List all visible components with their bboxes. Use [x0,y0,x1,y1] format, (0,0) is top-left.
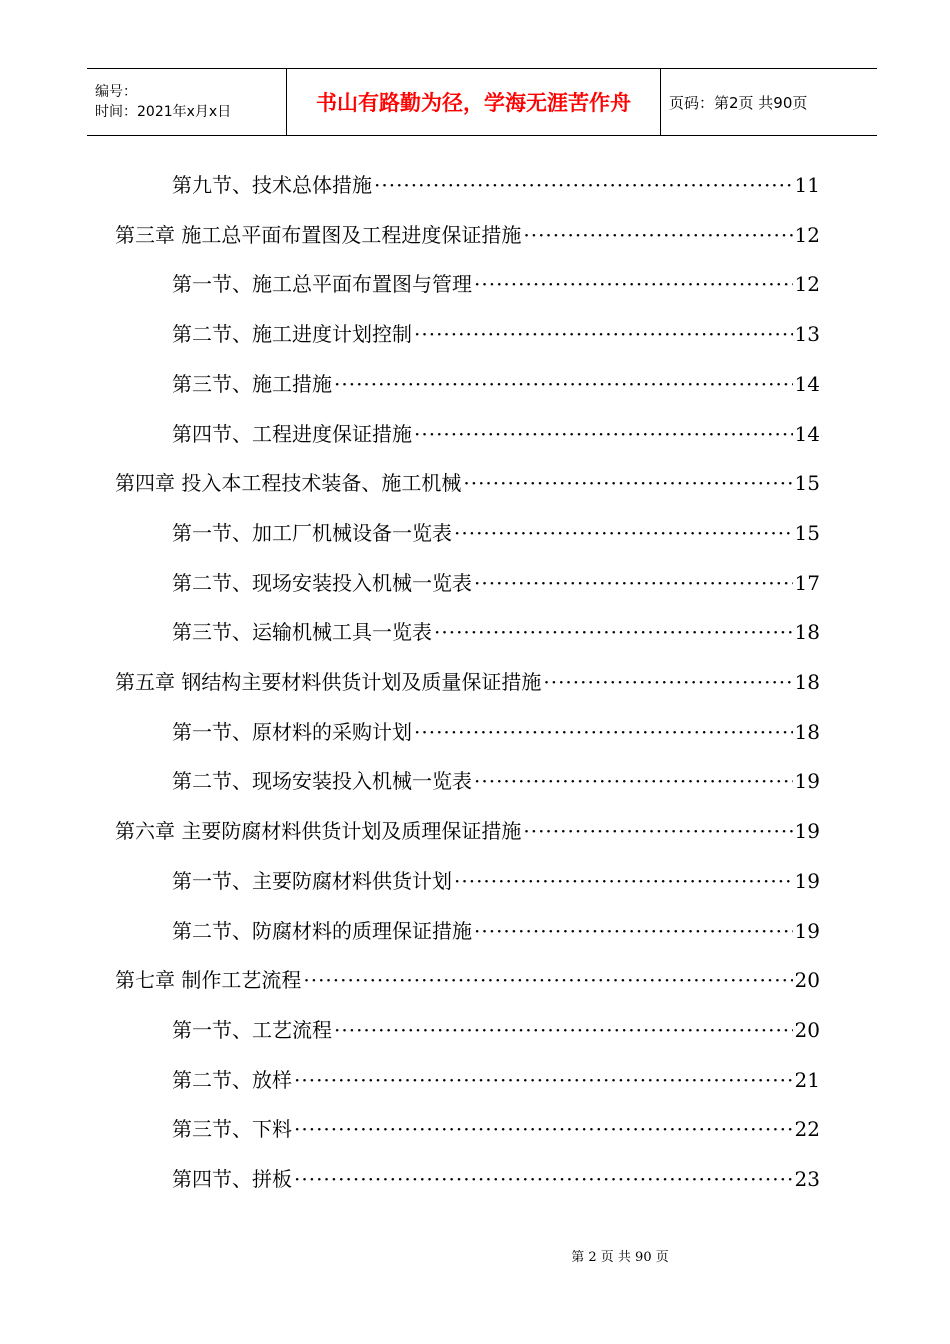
toc-section-entry[interactable] [172,172,820,198]
toc-entry-title: 第二节、施工进度计划控制 [172,322,412,346]
toc-entry-page: 18 [794,620,820,644]
toc-entry-page: 23 [794,1167,820,1191]
toc-entry-page: 18 [794,670,820,694]
toc-section-entry[interactable] [172,570,820,596]
toc-entry-title: 第三节、施工措施 [172,372,332,396]
motto-text: 书山有路勤为径，学海无涯苦作舟 [316,91,631,115]
toc-dot-leader [414,321,793,347]
toc-entry-page: 12 [794,223,820,247]
page-info-text: 页码：第2页 共90页 [669,93,808,112]
header-meta [87,69,287,135]
toc-dot-leader [454,868,793,894]
header-motto [287,69,661,135]
toc-entry-title: 第一节、施工总平面布置图与管理 [172,272,472,296]
toc-entry-title: 第二节、现场安装投入机械一览表 [172,571,472,595]
toc-section-entry[interactable] [172,421,820,447]
toc-entry-title: 第二节、现场安装投入机械一览表 [172,769,472,793]
document-time-label: 时间：2021年x月x日 [95,104,232,120]
toc-entry-title: 第二节、放样 [172,1068,292,1092]
toc-section-entry[interactable] [172,768,820,794]
toc-section-entry[interactable] [172,520,820,546]
toc-dot-leader [294,1116,793,1142]
toc-dot-leader [294,1166,793,1192]
toc-entry-title: 第九节、技术总体措施 [172,173,372,197]
toc-entry-page: 12 [794,272,820,296]
toc-entry-page: 19 [794,819,820,843]
toc-dot-leader [374,172,793,198]
toc-entry-page: 18 [794,720,820,744]
toc-dot-leader [294,1067,793,1093]
toc-entry-title: 第四节、工程进度保证措施 [172,422,412,446]
toc-entry-page: 21 [794,1068,820,1092]
toc-entry-title: 第四节、拼板 [172,1167,292,1191]
toc-section-entry[interactable] [172,868,820,894]
toc-entry-title: 第一节、加工厂机械设备一览表 [172,521,452,545]
toc-dot-leader [334,1017,793,1043]
toc-entry-title: 第一节、主要防腐材料供货计划 [172,869,452,893]
toc-dot-leader [463,470,792,496]
toc-entry-title: 第一节、原材料的采购计划 [172,720,412,744]
page-header [87,68,877,136]
toc-dot-leader [434,619,793,645]
toc-section-entry[interactable] [172,1166,820,1192]
toc-entry-page: 19 [794,919,820,943]
toc-entry-title: 第六章 主要防腐材料供货计划及质理保证措施 [115,819,522,843]
toc-dot-leader [523,222,792,248]
toc-dot-leader [414,719,793,745]
toc-dot-leader [454,520,793,546]
toc-entry-title: 第一节、工艺流程 [172,1018,332,1042]
toc-section-entry[interactable] [172,1017,820,1043]
toc-dot-leader [474,768,793,794]
toc-section-entry[interactable] [172,371,820,397]
toc-entry-page: 13 [794,322,820,346]
toc-entry-page: 11 [794,173,820,197]
header-page-info [661,69,877,135]
toc-entry-title: 第三节、运输机械工具一览表 [172,620,432,644]
toc-dot-leader [414,421,793,447]
toc-entry-page: 19 [794,769,820,793]
toc-entry-page: 22 [794,1117,820,1141]
toc-chapter-entry[interactable] [115,967,820,993]
toc-chapter-entry[interactable] [115,470,820,496]
toc-entry-page: 20 [794,968,820,992]
toc-dot-leader [303,967,792,993]
document-number-label: 编号： [95,84,137,100]
toc-chapter-entry[interactable] [115,222,820,248]
toc-entry-page: 19 [794,869,820,893]
toc-section-entry[interactable] [172,1067,820,1093]
toc-chapter-entry[interactable] [115,818,820,844]
toc-section-entry[interactable] [172,271,820,297]
toc-dot-leader [334,371,793,397]
toc-entry-title: 第七章 制作工艺流程 [115,968,302,992]
toc-entry-title: 第四章 投入本工程技术装备、施工机械 [115,471,462,495]
toc-entry-page: 20 [794,1018,820,1042]
toc-entry-page: 15 [794,471,820,495]
toc-section-entry[interactable] [172,719,820,745]
toc-dot-leader [474,570,793,596]
toc-section-entry[interactable] [172,321,820,347]
toc-entry-page: 15 [794,521,820,545]
toc-entry-title: 第三节、下料 [172,1117,292,1141]
toc-section-entry[interactable] [172,918,820,944]
toc-entry-page: 14 [794,372,820,396]
footer-page-number: 第 2 页 共 90 页 [571,1250,669,1265]
toc-dot-leader [474,918,793,944]
toc-section-entry[interactable] [172,619,820,645]
toc-entry-title: 第三章 施工总平面布置图及工程进度保证措施 [115,223,522,247]
page-footer [0,1246,950,1265]
toc-dot-leader [523,818,792,844]
toc-entry-title: 第二节、防腐材料的质理保证措施 [172,919,472,943]
toc-dot-leader [474,271,793,297]
toc-entry-page: 17 [794,571,820,595]
toc-section-entry[interactable] [172,1116,820,1142]
toc-dot-leader [543,669,792,695]
toc-entry-title: 第五章 钢结构主要材料供货计划及质量保证措施 [115,670,542,694]
toc-chapter-entry[interactable] [115,669,820,695]
toc-entry-page: 14 [794,422,820,446]
